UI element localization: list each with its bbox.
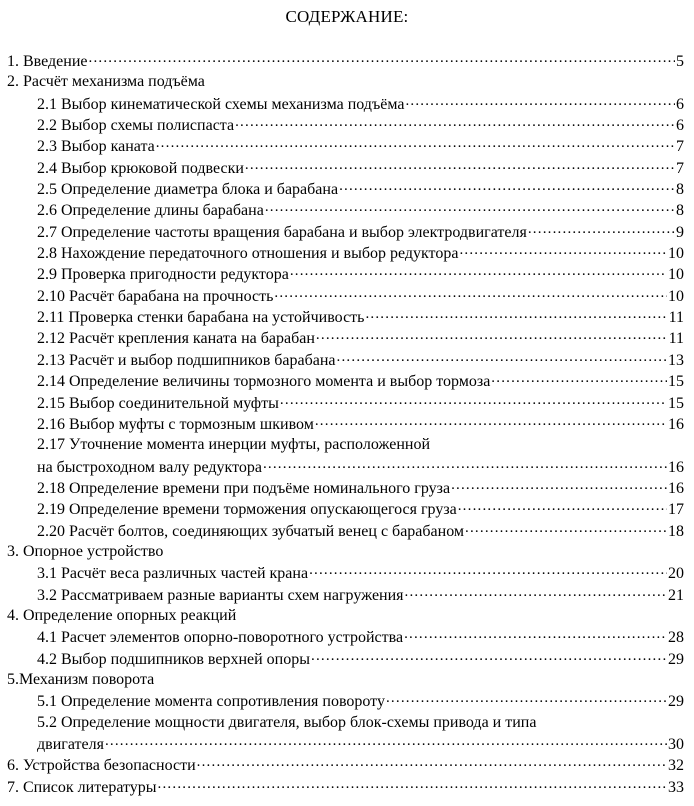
toc-entry-title: 2.4 Выбор крюковой подвески <box>37 159 244 177</box>
toc-entry-page-number: 33 <box>668 778 684 796</box>
toc-entry-title: 2.8 Нахождение передаточного отношения и выбор редуктора <box>37 245 459 263</box>
toc-entry[interactable] <box>0 370 694 391</box>
toc-entry-title: 2.12 Расчёт крепления каната на барабан <box>37 330 315 348</box>
toc-entry-page-number: 16 <box>668 458 684 476</box>
toc-entry-title: 4.2 Выбор подшипников верхней опоры <box>37 650 310 668</box>
toc-entry-title: 2.20 Расчёт болтов, соединяющих зубчатый венец с барабаном <box>37 522 465 540</box>
dot-leader <box>386 690 667 706</box>
toc-entry-title: 6. Устройства безопасности <box>7 757 196 775</box>
toc-entry-page-number: 30 <box>668 736 684 753</box>
toc-entry[interactable] <box>0 199 694 220</box>
dot-leader <box>245 157 675 173</box>
dot-leader <box>365 306 667 322</box>
dot-leader <box>290 263 667 279</box>
toc-entry-title: 2. Расчёт механизма подъёма <box>7 73 205 91</box>
toc-entry-title: 4. Определение опорных реакций <box>7 606 237 624</box>
toc-entry-page-number: 16 <box>668 415 684 433</box>
dot-leader <box>105 733 667 749</box>
toc-entry[interactable] <box>0 327 694 348</box>
toc-entry-page-number: 7 <box>676 159 684 177</box>
toc-entry-page-number: 8 <box>676 181 684 199</box>
toc-entry-page-number: 20 <box>668 565 684 583</box>
toc-entry-page-number: 18 <box>668 522 684 540</box>
toc-entry-page-number: 28 <box>668 629 684 647</box>
toc-heading[interactable] <box>0 712 694 733</box>
dot-leader <box>459 242 667 258</box>
toc-entry-page-number: 29 <box>668 650 684 668</box>
dot-leader <box>315 413 667 429</box>
toc-entry-page-number: 11 <box>668 330 684 348</box>
dot-leader <box>405 93 675 109</box>
toc-entry-page-number: 13 <box>668 351 684 369</box>
dot-leader <box>337 349 667 365</box>
toc-entry-page-number: 5 <box>676 53 684 70</box>
toc-entry-page-number: 7 <box>676 138 684 156</box>
dot-leader <box>491 370 667 386</box>
toc-entry[interactable] <box>0 584 694 605</box>
dot-leader <box>311 648 667 664</box>
toc-entry-page-number: 10 <box>668 266 684 284</box>
toc-entry-page-number: 8 <box>676 202 684 220</box>
toc-entry[interactable] <box>0 456 694 477</box>
toc-entry[interactable] <box>0 114 694 135</box>
toc-entry-page-number: 16 <box>668 479 684 497</box>
toc-entry[interactable] <box>0 157 694 178</box>
toc-entry-title: 2.9 Проверка пригодности редуктора <box>37 266 289 284</box>
dot-leader <box>274 285 667 301</box>
toc-heading[interactable] <box>0 71 694 92</box>
toc-entry[interactable] <box>0 498 694 519</box>
toc-entry[interactable] <box>0 285 694 306</box>
dot-leader <box>280 392 667 408</box>
dot-leader <box>89 50 676 66</box>
dot-leader <box>158 776 667 792</box>
toc-entry[interactable] <box>0 690 694 711</box>
dot-leader <box>458 498 667 514</box>
toc-heading[interactable] <box>0 669 694 690</box>
toc-entry-title: 3. Опорное устройство <box>7 542 164 560</box>
toc-entry-page-number: 10 <box>668 245 684 263</box>
toc-heading[interactable] <box>0 605 694 626</box>
toc-entry-page-number: 15 <box>668 394 684 412</box>
toc-entry-title: 2.7 Определение частоты вращения барабана и выбор электродвигателя <box>37 223 527 241</box>
toc-entry-title: 2.3 Выбор каната <box>37 138 155 156</box>
dot-leader <box>316 327 668 343</box>
dot-leader <box>404 626 667 642</box>
toc-entry-title: 2.15 Выбор соединительной муфты <box>37 394 279 412</box>
dot-leader <box>309 562 667 578</box>
toc-entry[interactable] <box>0 242 694 263</box>
toc-entry[interactable] <box>0 776 694 797</box>
toc-entry[interactable] <box>0 93 694 114</box>
toc-heading[interactable] <box>0 541 694 562</box>
toc-heading[interactable] <box>0 434 694 455</box>
toc-entry-title: 2.1 Выбор кинематической схемы механизма подъёма <box>37 95 405 113</box>
toc-entry[interactable] <box>0 413 694 434</box>
dot-leader <box>528 221 675 237</box>
dot-leader <box>265 199 675 215</box>
toc-entry-title: на быстроходном валу редуктора <box>37 458 262 476</box>
toc-entry-page-number: 32 <box>668 757 684 775</box>
toc-entry[interactable] <box>0 306 694 327</box>
toc-entry-title: 2.11 Проверка стенки барабана на устойчивость <box>37 309 365 327</box>
toc-entry-page-number: 11 <box>668 309 684 327</box>
toc-entry[interactable] <box>0 733 694 754</box>
toc-entry-title: 3.1 Расчёт веса различных частей крана <box>37 565 309 583</box>
toc-entry[interactable] <box>0 263 694 284</box>
toc-entry-page-number: 17 <box>668 501 684 519</box>
toc-entry[interactable] <box>0 477 694 498</box>
toc-entry[interactable] <box>0 626 694 647</box>
toc-entry-title: 7. Список литературы <box>7 778 157 796</box>
toc-entry-title: двигателя <box>37 736 104 753</box>
toc-entry-title: 2.16 Выбор муфты с тормозным шкивом <box>37 415 314 433</box>
toc-entry[interactable] <box>0 349 694 370</box>
toc-entry-page-number: 29 <box>668 693 684 711</box>
toc-entry-page-number: 6 <box>676 117 684 135</box>
dot-leader <box>465 520 667 536</box>
toc-entry[interactable] <box>0 648 694 669</box>
toc-entry-page-number: 10 <box>668 287 684 305</box>
toc-entry-page-number: 21 <box>668 586 684 604</box>
toc-entry-page-number: 9 <box>676 223 684 241</box>
toc-entry[interactable] <box>0 50 694 71</box>
dot-leader <box>451 477 667 493</box>
table-of-contents <box>0 50 694 797</box>
toc-entry-title: 1. Введение <box>7 53 88 70</box>
toc-entry[interactable] <box>0 135 694 156</box>
toc-entry-title: 2.19 Определение времени торможения опускающегося груза <box>37 501 457 519</box>
toc-entry-title: 2.10 Расчёт барабана на прочность <box>37 287 274 305</box>
toc-entry-page-number: 6 <box>676 95 684 113</box>
toc-entry-title: 5.2 Определение мощности двигателя, выбор блок-схемы привода и типа <box>37 713 537 731</box>
toc-entry-title: 2.13 Расчёт и выбор подшипников барабана <box>37 351 336 369</box>
toc-entry-title: 5.Механизм поворота <box>7 670 155 688</box>
dot-leader <box>197 754 667 770</box>
toc-entry-title: 2.5 Определение диаметра блока и барабана <box>37 181 339 199</box>
toc-entry-title: 2.6 Определение длины барабана <box>37 202 264 220</box>
toc-entry[interactable] <box>0 178 694 199</box>
dot-leader <box>339 178 675 194</box>
toc-entry[interactable] <box>0 221 694 242</box>
toc-entry-title: 5.1 Определение момента сопротивления повороту <box>37 693 385 711</box>
toc-entry[interactable] <box>0 520 694 541</box>
toc-title: СОДЕРЖАНИЕ: <box>285 7 409 26</box>
dot-leader <box>263 456 667 472</box>
toc-entry-title: 4.1 Расчет элементов опорно-поворотного устройства <box>37 629 404 647</box>
toc-entry-title: 2.17 Уточнение момента инерции муфты, расположенной <box>37 436 431 454</box>
toc-entry[interactable] <box>0 562 694 583</box>
dot-leader <box>235 114 675 130</box>
toc-entry-title: 2.18 Определение времени при подъёме номинального груза <box>37 479 451 497</box>
toc-entry-page-number: 15 <box>668 373 684 391</box>
toc-entry-title: 2.2 Выбор схемы полиспаста <box>37 117 235 135</box>
toc-entry-title: 3.2 Рассматриваем разные варианты схем нагружения <box>37 586 404 604</box>
toc-entry-title: 2.14 Определение величины тормозного момента и выбор тормоза <box>37 373 491 391</box>
dot-leader <box>156 135 675 151</box>
toc-entry[interactable] <box>0 392 694 413</box>
dot-leader <box>405 584 667 600</box>
toc-entry[interactable] <box>0 754 694 775</box>
